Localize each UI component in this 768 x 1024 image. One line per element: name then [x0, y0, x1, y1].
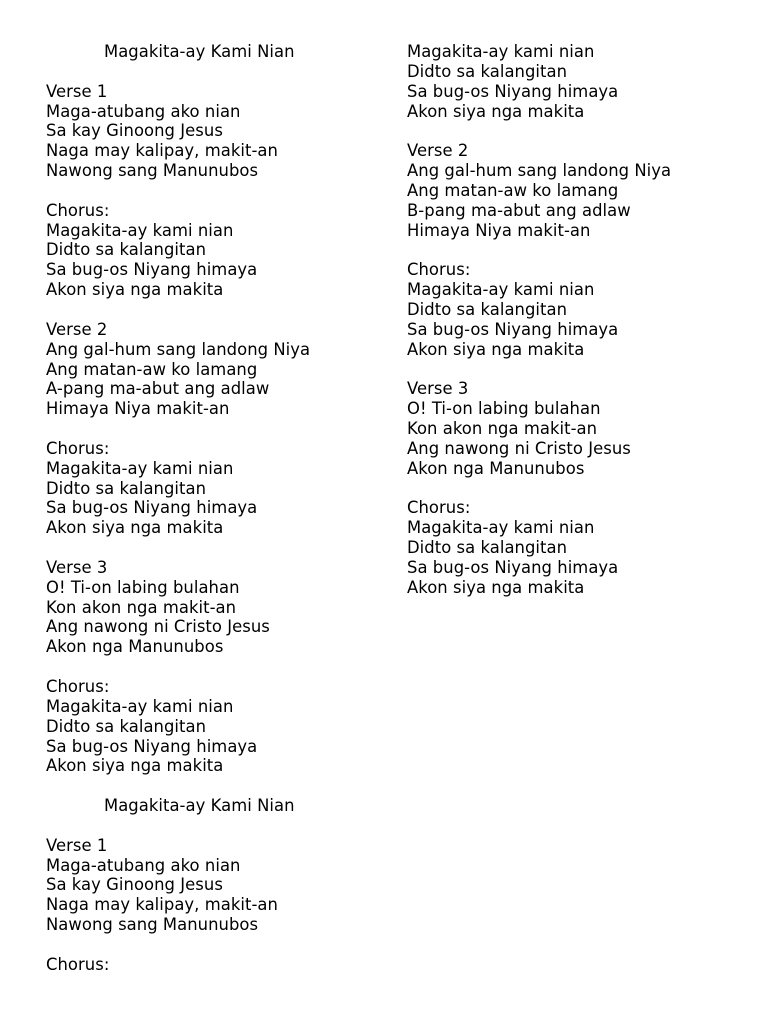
lyric-line: Himaya Niya makit-an: [407, 220, 591, 240]
blank-line: [46, 657, 376, 677]
lyric-line: Magakita-ay kami nian: [407, 42, 595, 61]
lyric-line: Akon siya nga makita: [46, 756, 224, 776]
lyric-line: Sa bug-os Niyang himaya: [46, 736, 258, 756]
section-heading: Verse 1: [46, 81, 108, 101]
blank-line: [46, 538, 376, 558]
lyric-line: Nawong sang Manunubos: [46, 915, 259, 935]
lyric-line: Sa bug-os Niyang himaya: [407, 557, 619, 577]
song-title: Magakita-ay Kami Nian: [104, 42, 295, 61]
lyric-line: Didto sa kalangitan: [407, 538, 568, 558]
lyric-line: Ang matan-aw ko lamang: [46, 359, 258, 379]
section-heading: Chorus:: [407, 498, 471, 518]
lyric-line: Didto sa kalangitan: [46, 240, 207, 260]
lyric-line: Didto sa kalangitan: [46, 716, 207, 736]
lyric-line: O! Ti-on labing bulahan: [46, 577, 240, 597]
section-heading: Verse 3: [46, 557, 108, 577]
lyric-line: Ang gal-hum sang landong Niya: [407, 161, 672, 181]
lyric-line: Naga may kalipay, makit-an: [46, 895, 278, 915]
lyric-line: Maga-atubang ako nian: [46, 855, 241, 875]
lyric-line: Didto sa kalangitan: [46, 478, 207, 498]
lyric-line: O! Ti-on labing bulahan: [407, 399, 601, 419]
lyric-line: Magakita-ay kami nian: [46, 220, 234, 240]
lyric-line: Akon siya nga makita: [46, 280, 224, 300]
lyric-line: Magakita-ay kami nian: [407, 280, 595, 300]
lyric-line: Sa bug-os Niyang himaya: [407, 81, 619, 101]
lyric-line: Kon akon nga makit-an: [46, 597, 237, 617]
lyric-line: Nawong sang Manunubos: [46, 161, 259, 181]
lyric-line: Magakita-ay kami nian: [46, 696, 234, 716]
lyric-line: Maga-atubang ako nian: [46, 101, 241, 121]
lyric-line: Didto sa kalangitan: [407, 61, 568, 81]
section-heading: Verse 3: [407, 379, 469, 399]
lyric-line: Sa bug-os Niyang himaya: [46, 260, 258, 280]
lyric-line: Akon siya nga makita: [407, 101, 585, 121]
lyric-line: Kon akon nga makit-an: [407, 419, 598, 439]
right-column: [407, 42, 747, 598]
lyric-line: Ang matan-aw ko lamang: [407, 180, 619, 200]
section-heading: Verse 2: [407, 141, 469, 161]
lyric-line: B-pang ma-abut ang adlaw: [407, 200, 631, 220]
lyric-line: Akon siya nga makita: [407, 339, 585, 359]
blank-line: [407, 240, 747, 260]
blank-line: [407, 360, 747, 380]
blank-line: [46, 776, 376, 796]
lyric-line: Sa bug-os Niyang himaya: [46, 498, 258, 518]
section-heading: Chorus:: [46, 438, 110, 458]
lyric-line: Sa kay Ginoong Jesus: [46, 121, 223, 141]
section-heading: Chorus:: [407, 260, 471, 280]
lyric-line: Akon nga Manunubos: [46, 637, 224, 657]
blank-line: [46, 419, 376, 439]
lyric-line: Ang gal-hum sang landong Niya: [46, 339, 311, 359]
lyric-line: Sa bug-os Niyang himaya: [407, 319, 619, 339]
lyric-line: Akon siya nga makita: [46, 518, 224, 538]
blank-line: [407, 479, 747, 499]
lyric-line: Akon siya nga makita: [407, 577, 585, 597]
lyric-line: Himaya Niya makit-an: [46, 399, 230, 419]
lyric-line: Ang nawong ni Cristo Jesus: [46, 617, 270, 637]
lyric-line: Magakita-ay kami nian: [46, 458, 234, 478]
left-column: [46, 42, 376, 975]
lyric-line: Akon nga Manunubos: [407, 458, 585, 478]
blank-line: [407, 121, 747, 141]
blank-line: [46, 935, 376, 955]
lyric-line: Naga may kalipay, makit-an: [46, 141, 278, 161]
lyric-line: Didto sa kalangitan: [407, 299, 568, 319]
blank-line: [46, 816, 376, 836]
section-heading: Verse 1: [46, 835, 108, 855]
section-heading: Chorus:: [46, 677, 110, 696]
blank-line: [46, 62, 376, 82]
blank-line: [46, 300, 376, 320]
lyric-line: A-pang ma-abut ang adlaw: [46, 379, 270, 399]
section-heading: Verse 2: [46, 319, 108, 339]
lyric-line: Ang nawong ni Cristo Jesus: [407, 438, 631, 458]
section-heading: Chorus:: [46, 200, 110, 220]
lyric-line: Magakita-ay kami nian: [407, 518, 595, 538]
blank-line: [46, 181, 376, 201]
song-title: Magakita-ay Kami Nian: [104, 796, 295, 816]
section-heading: Chorus:: [46, 954, 110, 974]
lyric-line: Sa kay Ginoong Jesus: [46, 875, 223, 895]
